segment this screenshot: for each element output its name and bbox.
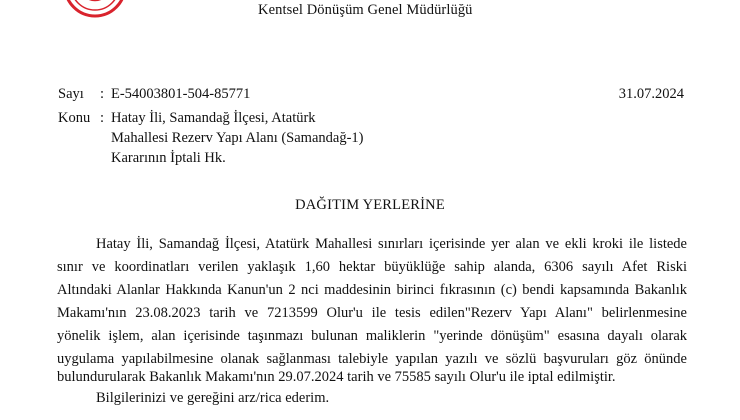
number-colon: : — [100, 86, 105, 102]
subject-line: Hatay İli, Samandağ İlçesi, Atatürk — [111, 110, 316, 126]
closing-sentence: Bilgilerinizi ve gereğini arz/rica ederim. — [96, 390, 330, 406]
body-line: Makamı'nın 23.08.2023 tarih ve 7213599 Olur'u ile tesis edilen"Rezerv Yapı Alanı" belirlenmesine — [57, 305, 687, 321]
document-date: 31.07.2024 — [618, 86, 684, 102]
number-label: Sayı — [58, 86, 84, 102]
subject-colon: : — [100, 110, 105, 126]
body-line: sınır ve koordinatları verilen yaklaşık 1,60 hektar büyüklüğe sahip alanda, 6306 sayılı Afet Riski — [57, 259, 687, 275]
distribution-title: DAĞITIM YERLERİNE — [295, 197, 445, 213]
body-line: Altındaki Alanlar Hakkında Kanun'un 2 nci maddesinin birinci fıkrasının (c) bendi kapsamında Bakanlık — [57, 282, 687, 298]
body-line: Hatay İli, Samandağ İlçesi, Atatürk Mahallesi sınırları içerisinde yer alan ve ekli kroki ile listede — [96, 236, 687, 252]
subject-line: Mahallesi Rezerv Yapı Alanı (Samandağ-1) — [111, 130, 364, 146]
header-unit-name: Kentsel Dönüşüm Genel Müdürlüğü — [258, 2, 473, 18]
number-value: E-54003801-504-85771 — [111, 86, 251, 102]
ministry-logo — [60, 0, 130, 22]
subject-line: Kararının İptali Hk. — [111, 150, 226, 166]
subject-label: Konu — [58, 110, 91, 126]
body-line: uygulama yapılabilmesine olanak sağlanması talebiyle yapılan yazılı ve sözlü başvuruları göz önünde — [57, 351, 687, 367]
body-line: bulundurularak Bakanlık Makamı'nın 29.07.2024 tarih ve 75585 sayılı Olur'u ile iptal edilmiştir. — [57, 369, 616, 385]
body-line: yönelik işlem, alan içerisinde taşınmazı bulunan maliklerin "yerinde dönüşüm" esasına dayalı olarak — [57, 328, 687, 344]
